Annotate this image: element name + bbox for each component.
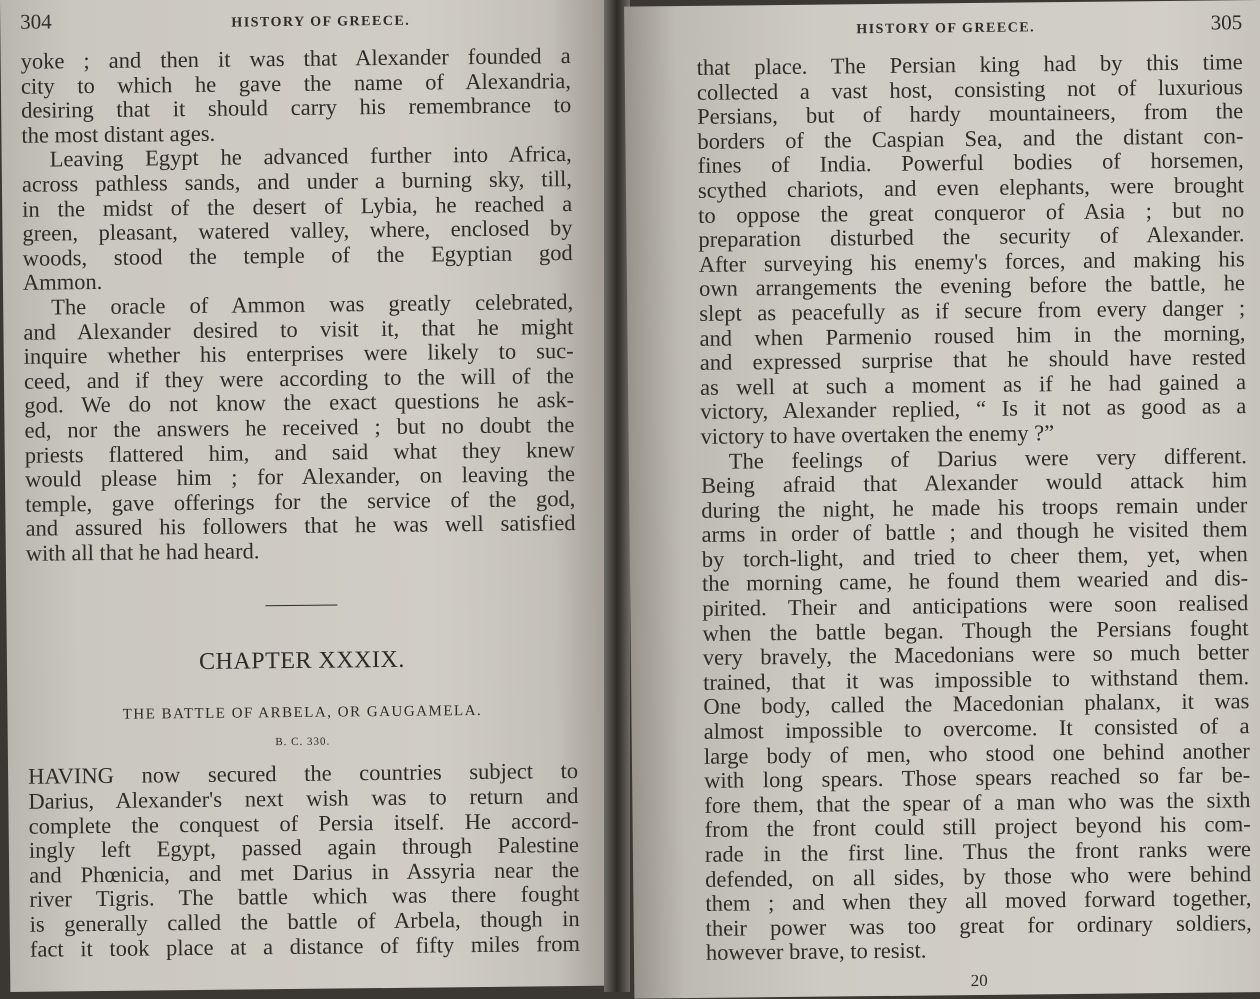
text-line: ed, nor the answers he received ; but no doubt the: [24, 411, 575, 443]
text-line: to oppose the great conqueror of Asia ; but no: [698, 196, 1245, 228]
right-text: [697, 50, 1252, 966]
text-line: rade in the first line. Thus the front ranks were: [704, 836, 1252, 867]
text-line: green, pleasant, watered valley, where, enclosed by: [22, 215, 573, 246]
text-line: across pathless sands, and under a burning sky, till,: [21, 165, 573, 197]
chapter-title: CHAPTER XXXIX.: [198, 647, 405, 676]
text-line: slept as peacefully as if secure from every danger ;: [699, 295, 1246, 326]
text-line: defended, on all sides, by those who were behind: [705, 860, 1252, 892]
text-line: ingly left Egypt, passed again through Palestine: [28, 832, 580, 863]
text-line: them ; and when they all moved forward together,: [705, 885, 1252, 917]
text-line: would please him ; for Alexander, on leaving the: [24, 461, 576, 492]
text-line: victory to have overtaken the enemy ?”: [700, 420, 1055, 449]
right-running-title: HISTORY OF GREECE.: [856, 20, 1036, 38]
text-line: The feelings of Darius were very different.: [728, 442, 1247, 474]
text-line: city to which he gave the name of Alexandria,: [20, 67, 572, 99]
text-line: collected a vast host, consisting not of luxurious: [696, 73, 1244, 105]
text-line: preparation disturbed the security of Alexander.: [698, 221, 1245, 253]
text-line: river Tigris. The battle which was there fought: [29, 881, 580, 913]
text-line: temple, gave offerings for the service of the god,: [25, 485, 576, 517]
text-line: almost impossible to overcome. It consisted of a: [703, 713, 1250, 744]
text-line: during the night, he made his troops remain under: [701, 491, 1248, 523]
text-line: scythed chariots, and even elephants, were brought: [697, 172, 1245, 203]
text-line: The oracle of Ammon was greatly celebrated,: [51, 288, 574, 320]
text-line: inquire whether his enterprises were likely to suc-: [23, 338, 574, 369]
text-line: fact it took place at a distance of fifty miles from: [29, 930, 581, 962]
left-page-number: 304: [20, 9, 52, 34]
text-line: and when Parmenio roused him in the morning,: [699, 319, 1246, 351]
left-running-title: HISTORY OF GREECE.: [231, 13, 411, 31]
text-line: large body of men, who stood one behind another: [703, 737, 1250, 769]
right-running-head: [696, 10, 1242, 56]
text-line: yoke ; and then it was that Alexander founded a: [20, 43, 571, 74]
text-line: with long spears. Those spears reached so far be-: [704, 762, 1251, 794]
text-line: arms in order of battle ; and though he visited them: [701, 516, 1248, 548]
text-line: borders of the Caspian Sea, and the distant con-: [697, 122, 1244, 154]
text-line: priests flattered him, and said what they knew: [24, 436, 575, 468]
text-line: from the front could still project beyond his com-: [704, 811, 1251, 843]
chapter-subtitle: THE BATTLE OF ARBELA, OR GAUGAMELA.: [122, 703, 483, 724]
text-line: Darius, Alexander's next wish was to return and: [28, 783, 579, 814]
right-page: [624, 0, 1260, 999]
left-text-bottom: [28, 759, 580, 961]
text-line: by torch-light, and tried to cheer them, yet, when: [701, 541, 1248, 572]
text-line: fore them, that the spear of a man who was the sixth: [704, 786, 1251, 818]
text-line: god. We do not know the exact questions he ask-: [24, 387, 575, 419]
text-line: their power was too great for ordinary soldiers,: [705, 909, 1252, 941]
text-line: with all that he had heard.: [25, 538, 260, 566]
text-line: and Phœnicia, and met Darius in Assyria near the: [29, 856, 580, 888]
text-line: the most distant ages.: [21, 120, 216, 148]
text-line: After surveying his enemy's forces, and making his: [698, 245, 1245, 277]
text-line: Being afraid that Alexander would attack him: [700, 467, 1248, 498]
text-line: own arrangements the evening before the battle, he: [698, 270, 1246, 302]
text-line: and Alexander desired to visit it, that he might: [23, 313, 574, 345]
text-line: is generally called the battle of Arbela, though in: [29, 906, 580, 937]
chapter-date: B. C. 330.: [275, 736, 331, 749]
text-line: the morning came, he found them wearied and dis-: [701, 565, 1249, 597]
text-line: very bravely, the Macedonians were so much better: [702, 639, 1249, 671]
text-line: woods, stood the temple of the Egyptian god: [22, 239, 573, 271]
text-line: and expressed surprise that he should have rested: [699, 344, 1246, 376]
text-line: HAVING now secured the countries subject to: [28, 758, 579, 790]
text-line: trained, that it was impossible to withstand them.: [702, 663, 1250, 695]
text-line: complete the conquest of Persia itself. He accord-: [28, 807, 579, 839]
section-divider: [265, 605, 337, 607]
text-line: ceed, and if they were according to the will of the: [23, 362, 575, 394]
left-page: [0, 0, 620, 992]
text-line: Persians, but of hardy mountaineers, from the: [697, 98, 1244, 130]
text-line: when the battle began. Though the Persians fought: [702, 614, 1249, 646]
right-page-number: 305: [1210, 10, 1243, 35]
text-line: desiring that it should carry his remembrance to: [21, 92, 572, 123]
text-line: as well at such a moment as if he had gained a: [699, 368, 1247, 400]
text-line: however brave, to resist.: [705, 937, 927, 966]
text-line: Leaving Egypt he advanced further into Africa,: [49, 141, 572, 172]
signature-mark: 20: [970, 970, 988, 991]
left-text-top: [21, 44, 576, 566]
text-line: and assured his followers that he was well satisfied: [25, 510, 576, 542]
text-line: One body, called the Macedonian phalanx, it was: [703, 688, 1250, 720]
text-line: fines of India. Powerful bodies of horsemen,: [697, 147, 1244, 179]
text-line: in the midst of the desert of Lybia, he reached a: [22, 190, 573, 222]
text-line: Ammon.: [22, 269, 103, 296]
text-line: pirited. Their and anticipations were soon realised: [702, 590, 1249, 621]
text-line: that place. The Persian king had by this time: [696, 49, 1243, 80]
text-line: victory, Alexander replied, “ Is it not as good as a: [700, 393, 1247, 425]
